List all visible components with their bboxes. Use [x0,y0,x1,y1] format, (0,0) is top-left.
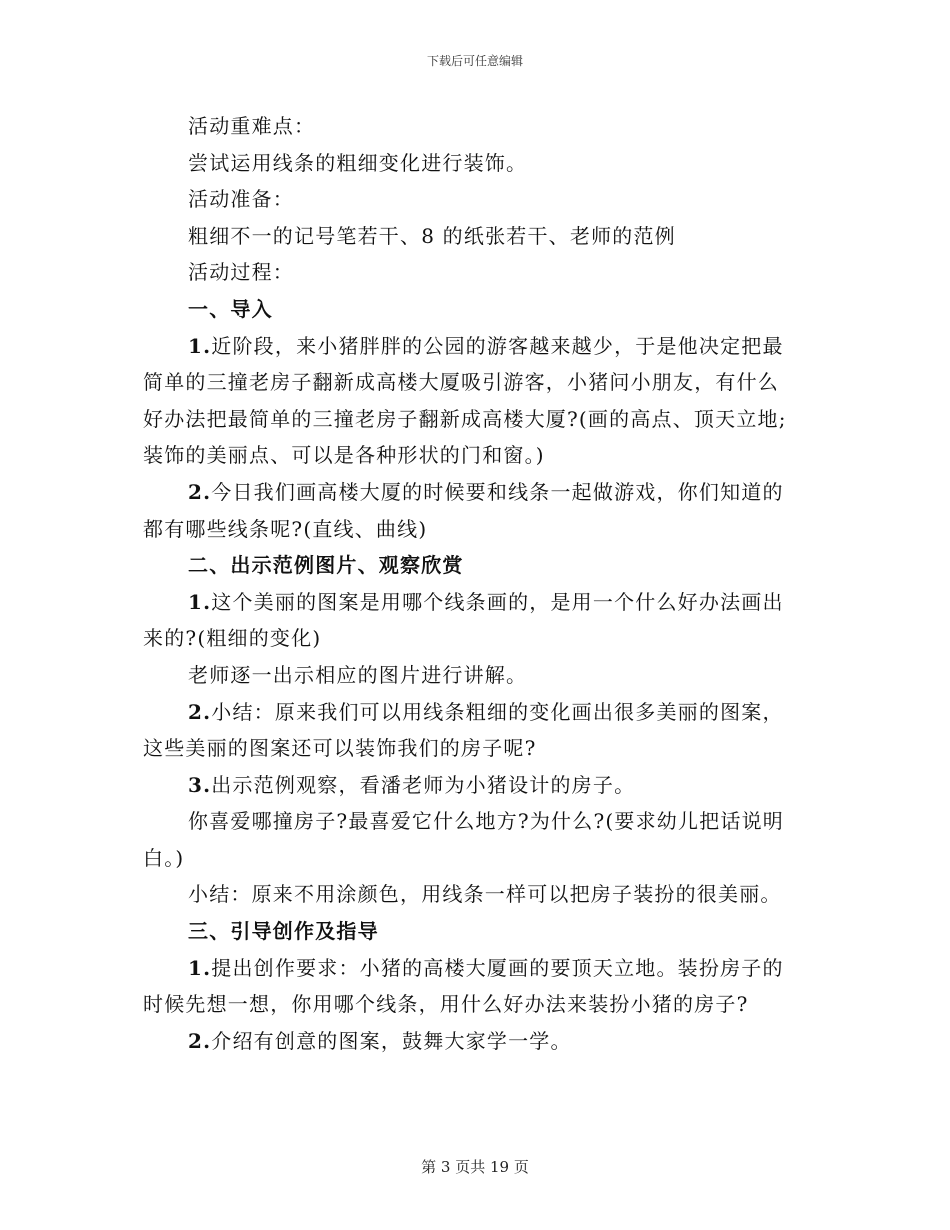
line-text: 三、引导创作及指导 [188,919,379,944]
line-text: 都有哪些线条呢?(直线、曲线) [143,516,428,541]
line-text: 小结：原来我们可以用线条粗细的变化画出很多美丽的图案， [211,699,784,724]
paragraph-line [143,840,807,877]
page-number: 第 3 页共 19 页 [421,1158,529,1176]
list-number: 1. [188,333,212,358]
section-heading [143,913,807,950]
paragraph-line [143,584,807,621]
line-text: 今日我们画高楼大厦的时候要和线条一起做游戏，你们知道的 [211,479,784,504]
list-number: 2. [188,699,212,724]
line-text: 白。) [143,845,185,870]
paragraph-line [143,364,807,401]
line-text: 来的?(粗细的变化) [143,626,322,651]
line-text: 装饰的美丽点、可以是各种形状的门和窗。) [143,443,545,468]
line-text: 出示范例观察，看潘老师为小猪设计的房子。 [211,772,636,797]
line-text: 时候先想一想，你用哪个线条，用什么好办法来装扮小猪的房子? [143,992,749,1017]
list-number: 2. [188,1028,212,1053]
paragraph-line [143,218,807,255]
line-text: 活动过程： [188,260,294,285]
paragraph-line [143,950,807,987]
paragraph-line [143,657,807,694]
paragraph-line [143,145,807,182]
paragraph-line [143,986,807,1023]
line-text: 粗细不一的记号笔若干、8 的纸张若干、老师的范例 [188,223,676,248]
paragraph-line [143,108,807,145]
paragraph-line [143,181,807,218]
paragraph-line [143,401,807,438]
line-text: 尝试运用线条的粗细变化进行装饰。 [188,150,528,175]
paragraph-line [143,620,807,657]
line-text: 好办法把最简单的三撞老房子翻新成高楼大厦?(画的高点、顶天立地; [143,406,787,431]
list-number: 3. [188,772,212,797]
paragraph-line [143,437,807,474]
line-text: 你喜爱哪撞房子?最喜爱它什么地方?为什么?(要求幼儿把话说明 [188,809,784,834]
line-text: 活动准备： [188,187,294,212]
document-body [143,108,807,1059]
line-text: 近阶段，来小猪胖胖的公园的游客越来越少，于是他决定把最 [211,333,784,358]
line-text: 老师逐一出示相应的图片进行讲解。 [188,662,528,687]
paragraph-line [143,730,807,767]
paragraph-line [143,767,807,804]
line-text: 小结：原来不用涂颜色，用线条一样可以把房子装扮的很美丽。 [188,882,782,907]
paragraph-line [143,254,807,291]
line-text: 二、出示范例图片、观察欣赏 [188,553,464,578]
list-number: 1. [188,589,212,614]
paragraph-line [143,328,807,365]
list-number: 1. [188,955,212,980]
line-text: 提出创作要求：小猪的高楼大厦画的要顶天立地。装扮房子的 [211,955,784,980]
line-text: 一、导入 [188,296,273,321]
line-text: 简单的三撞老房子翻新成高楼大厦吸引游客，小猪问小朋友，有什么 [143,370,779,395]
page-header: 下载后可任意编辑 [426,54,523,68]
list-number: 2. [188,479,212,504]
paragraph-line [143,511,807,548]
paragraph-line [143,876,807,913]
section-heading [143,291,807,328]
paragraph-line [143,1023,807,1060]
paragraph-line [143,694,807,731]
line-text: 活动重难点： [188,114,316,138]
line-text: 这个美丽的图案是用哪个线条画的，是用一个什么好办法画出 [211,589,784,614]
line-text: 这些美丽的图案还可以装饰我们的房子呢? [143,736,537,761]
section-heading [143,547,807,584]
paragraph-line [143,474,807,511]
paragraph-line [143,803,807,840]
line-text: 介绍有创意的图案，鼓舞大家学一学。 [211,1028,572,1053]
